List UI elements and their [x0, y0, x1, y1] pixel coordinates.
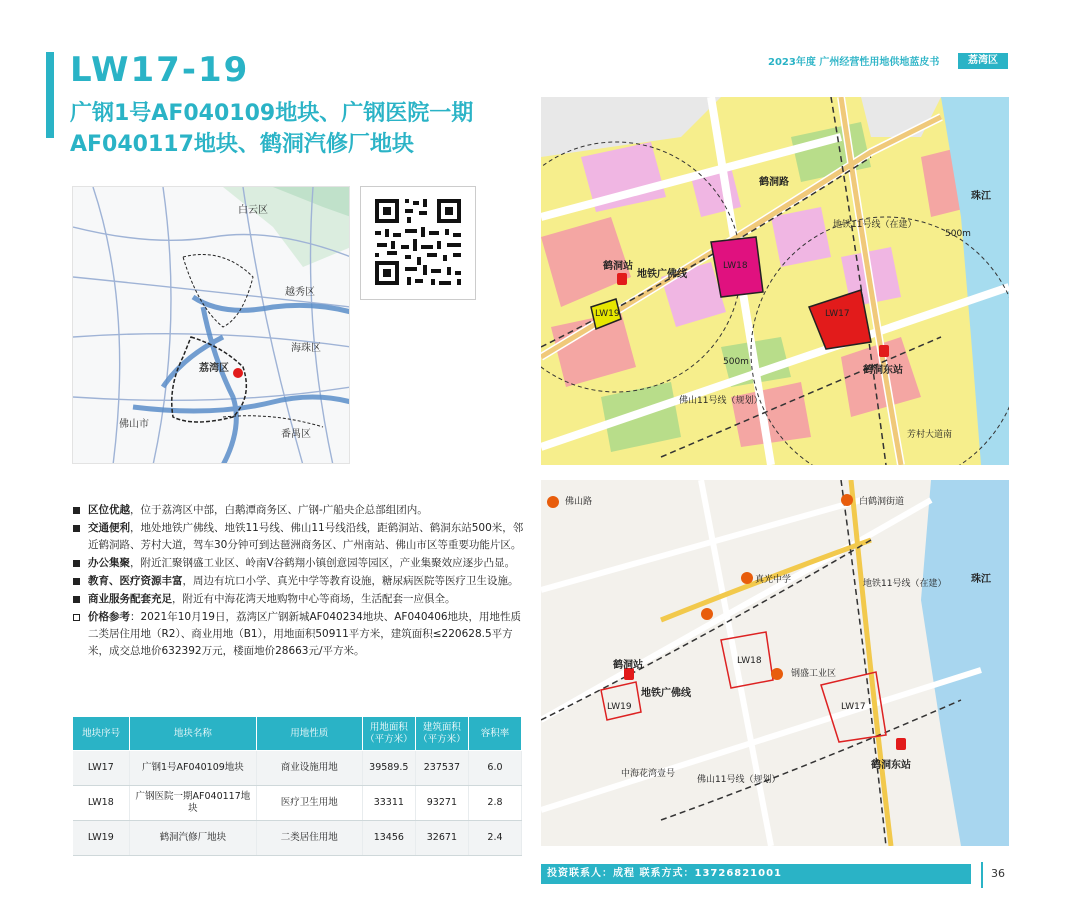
column-header: 用地性质: [256, 717, 362, 751]
table-cell: 医疗卫生用地: [256, 786, 362, 821]
table-cell: 广钢1号AF040109地块: [130, 751, 257, 786]
column-header: 容积率: [468, 717, 521, 751]
parcel-name-title: 广钢1号AF040109地块、广钢医院一期AF040117地块、鹤洞汽修厂地块: [70, 101, 474, 157]
label-yuexiu: 越秀区: [285, 287, 315, 298]
label-panyu: 番禺区: [281, 429, 311, 440]
table-cell: 93271: [415, 786, 468, 821]
label-lw17: LW17: [841, 702, 866, 712]
table-cell: 32671: [415, 821, 468, 856]
label-haizhu: 海珠区: [291, 343, 321, 354]
table-cell: 广钢医院一期AF040117地块: [130, 786, 257, 821]
label-hedong-road: 鹤洞路: [759, 177, 789, 188]
label-fangcun-road: 芳村大道南: [907, 430, 953, 440]
label-foshan-11: 佛山11号线（规划）: [679, 396, 763, 406]
label-metro-11: 地铁11号线（在建）: [833, 220, 917, 230]
label-radius-1: 500m: [945, 229, 971, 239]
table-row: [73, 821, 522, 856]
qr-code-icon[interactable]: [360, 186, 476, 300]
label-hedong-east-station: 鹤洞东站: [871, 760, 911, 771]
label-steel-park: 钢盛工业区: [791, 669, 837, 679]
highlight-transport: 交通便利，地处地铁广佛线、地铁11号线、佛山11号线沿线，距鹤洞站、鹤洞东站500米，邻近鹤洞路、芳村大道，驾车30分钟可到达琶洲商务区、广州南站、佛山市区等重要功能片区。: [72, 520, 524, 554]
bullet-icon: [73, 578, 80, 585]
district-badge: 荔湾区: [958, 53, 1008, 69]
label-metro-guangfo: 地铁广佛线: [637, 269, 687, 280]
table-cell: 商业设施用地: [256, 751, 362, 786]
label-foshan: 佛山市: [119, 419, 149, 430]
label-liwan: 荔湾区: [199, 363, 229, 374]
table-header-row: [73, 717, 522, 751]
highlight-office: 办公集聚，附近汇聚钢盛工业区、岭南V谷鹤翔小镇创意园等园区，产业集聚效应逐步凸显。: [72, 555, 524, 572]
parcel-table: [72, 716, 522, 856]
label-hedong-street: 白鹤洞街道: [859, 497, 905, 507]
label-huahua: 中海花湾壹号: [621, 769, 676, 779]
page-number: 36: [991, 867, 1005, 880]
table-cell: LW19: [73, 821, 130, 856]
bullet-icon: [73, 525, 80, 532]
label-metro-11: 地铁11号线（在建）: [863, 579, 947, 589]
label-lw17: LW17: [825, 309, 850, 319]
highlight-commerce: 商业服务配套充足，附近有中海花湾天地购物中心等商场，生活配套一应俱全。: [72, 591, 524, 608]
table-cell: 2.4: [468, 821, 521, 856]
bullet-icon: [73, 560, 80, 567]
label-river: 珠江: [971, 574, 991, 585]
label-hedong-station: 鹤洞站: [613, 660, 643, 671]
table-cell: 39589.5: [362, 751, 415, 786]
label-hedong-east-station: 鹤洞东站: [863, 365, 903, 376]
label-metro-guangfo: 地铁广佛线: [641, 688, 691, 699]
label-lw19: LW19: [607, 702, 632, 712]
table-row: [73, 751, 522, 786]
label-river: 珠江: [971, 191, 991, 202]
label-foshan-road: 佛山路: [565, 497, 593, 507]
label-foshan-11: 佛山11号线（规划）: [697, 775, 781, 785]
label-zhenguang-school: 真光中学: [755, 575, 792, 585]
table-cell: 2.8: [468, 786, 521, 821]
label-lw19: LW19: [595, 309, 620, 319]
label-lw18: LW18: [723, 261, 748, 271]
table-row: [73, 786, 522, 821]
bullet-icon: [73, 507, 80, 514]
table-cell: 二类居住用地: [256, 821, 362, 856]
highlights-list: [72, 502, 524, 661]
table-cell: LW17: [73, 751, 130, 786]
table-cell: 鹤洞汽修厂地块: [130, 821, 257, 856]
table-cell: 6.0: [468, 751, 521, 786]
table-cell: 13456: [362, 821, 415, 856]
column-header: 用地面积（平方米）: [362, 717, 415, 751]
contact-bar: 投资联系人：成程 联系方式：13726821001: [541, 864, 971, 884]
book-title: 2023年度 广州经营性用地供地蓝皮书: [768, 57, 940, 68]
column-header: 地块序号: [73, 717, 130, 751]
table-cell: 33311: [362, 786, 415, 821]
bullet-icon: [73, 596, 80, 603]
title-accent-bar: [46, 52, 54, 138]
highlight-education: 教育、医疗资源丰富，周边有坑口小学、真光中学等教育设施，糖尿病医院等医疗卫生设施。: [72, 573, 524, 590]
label-baiyun: 白云区: [238, 205, 268, 216]
bullet-hollow-icon: [73, 614, 80, 621]
planning-map: [541, 97, 1009, 465]
parcel-code-title: LW17-19: [70, 50, 250, 90]
footer-divider: [981, 862, 983, 888]
label-hedong-station: 鹤洞站: [603, 261, 633, 272]
label-lw18: LW18: [737, 656, 762, 666]
column-header: 建筑面积（平方米）: [415, 717, 468, 751]
highlight-price: 价格参考：2021年10月19日，荔湾区广钢新城AF040234地块、AF040406地块，用地性质二类居住用地（R2）、商业用地（B1），用地面积50911平方米，建筑面积≤220628.5平方米，成交总地价632392万元，楼面地价28663元/平方米。: [72, 609, 524, 660]
locator-map: [72, 186, 350, 464]
table-cell: LW18: [73, 786, 130, 821]
column-header: 地块名称: [130, 717, 257, 751]
highlight-location: 区位优越，位于荔湾区中部，白鹅潭商务区、广钢-广船央企总部组团内。: [72, 502, 524, 519]
table-cell: 237537: [415, 751, 468, 786]
street-map: [541, 480, 1009, 846]
label-radius-2: 500m: [723, 357, 749, 367]
